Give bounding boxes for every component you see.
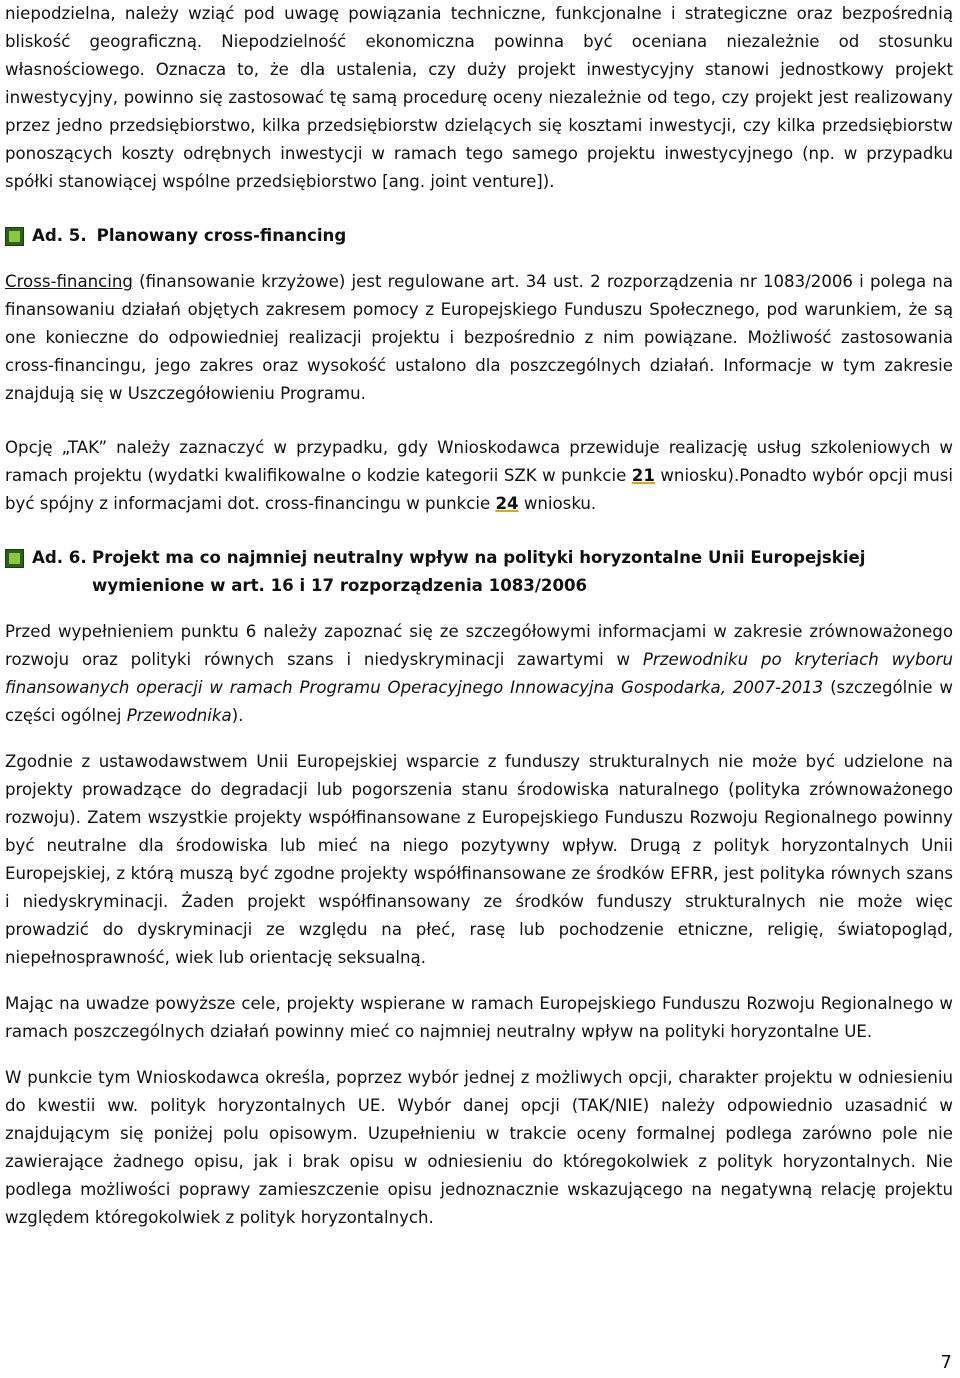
paragraph-text: wniosku. bbox=[518, 494, 597, 513]
green-square-bullet-icon bbox=[5, 549, 24, 568]
paragraph-przewodnik bbox=[5, 618, 953, 730]
paragraph-text: ). bbox=[231, 706, 244, 725]
paragraph-text: wniosku).Ponadto wybór opcji musi być spójny z informacjami dot. cross-financingu w punkcie bbox=[5, 466, 953, 513]
italic-guide-name: Przewodnika bbox=[126, 706, 232, 725]
heading-title: Projekt ma co najmniej neutralny wpływ na polityki horyzontalne Unii Europejskiej wymienione w art. 16 i 17 rozporządzenia 1083/2006 bbox=[92, 548, 866, 595]
paragraph-cross-financing bbox=[5, 268, 953, 408]
paragraph-goals: Mając na uwadze powyższe cele, projekty wspierane w ramach Europejskiego Funduszu Rozwoju Regionalnego w ramach poszczególnych działań powinny mieć co najmniej neutralny wpływ na polityki horyzontalne UE. bbox=[5, 994, 953, 1041]
heading-number: Ad. 5. bbox=[32, 226, 87, 245]
paragraph-text: (szczególnie w części ogólnej bbox=[5, 678, 953, 725]
heading-title: Planowany cross-financing bbox=[96, 226, 347, 245]
paragraph-text: Opcję „TAK” należy zaznaczyć w przypadku, gdy Wnioskodawca przewiduje realizację usług szkoleniowych w ramach projektu (wydatki kwalifikowalne o kodzie kategorii SZK w punkcie bbox=[5, 438, 953, 485]
green-square-bullet-icon bbox=[5, 227, 24, 246]
document-page bbox=[5, 0, 953, 1232]
paragraph-opcja-tak bbox=[5, 434, 953, 518]
page-number: 7 bbox=[940, 1352, 952, 1373]
term-cross-financing: Cross-financing bbox=[5, 272, 133, 291]
paragraph-joint-venture: niepodzielna, należy wziąć pod uwagę powiązania techniczne, funkcjonalne i strategiczne oraz bezpośrednią bliskość geograficzną. Niepodzielność ekonomiczna powinna być oceniana niezależnie od stosunku własnościowego. Oznacza to, że dla ustalenia, czy duży projekt inwestycyjny stanowi jednostkowy projekt inwestycyjny, powinno się zastosować tę samą procedurę oceny niezależnie od tego, czy projekt jest realizowany przez jedno przedsiębiorstwo, kilka przedsiębiorstw dzielących się kosztami inwestycji, czy kilka przedsiębiorstw ponoszących koszty odrębnych inwestycji w ramach tego samego projektu inwestycyjnego (np. w przypadku spółki stanowiącej wspólne przedsiębiorstwo [ang. joint venture]). bbox=[5, 4, 953, 191]
paragraph-text: Przed wypełnieniem punktu 6 należy zapoznać się ze szczegółowymi informacjami w zakresie zrównoważonego rozwoju oraz polityki równych szans i niedyskryminacji zawartymi w bbox=[5, 622, 953, 669]
paragraph-applicant-options: W punkcie tym Wnioskodawca określa, poprzez wybór jednej z możliwych opcji, charakter projektu w odniesieniu do kwestii ww. polityk horyzontalnych UE. Wybór danej opcji (TAK/NIE) należy odpowiednio uzasadnić w znajdującym się poniżej polu opisowym. Uzupełnieniu w trakcie oceny formalnej podlega zarówno pole nie zawierające żadnego opisu, jak i brak opisu w odniesieniu do któregokolwiek z polityk horyzontalnych. Nie podlega możliwości poprawy zamieszczenie opisu jednoznacznie wskazującego na negatywną relację projektu względem któregokolwiek z polityk horyzontalnych. bbox=[5, 1068, 953, 1227]
reference-point-21[interactable]: 21 bbox=[631, 466, 655, 485]
reference-point-24[interactable]: 24 bbox=[495, 494, 519, 513]
heading-ad-5 bbox=[5, 222, 953, 250]
heading-number: Ad. 6. bbox=[32, 548, 87, 567]
paragraph-eu-legislation: Zgodnie z ustawodawstwem Unii Europejskiej wsparcie z funduszy strukturalnych nie może być udzielone na projekty prowadzące do degradacji lub pogorszenia stanu środowiska naturalnego (polityka zrównoważonego rozwoju). Zatem wszystkie projekty współfinansowane z Europejskiego Funduszu Rozwoju Regionalnego powinny być neutralne dla środowiska lub mieć na niego pozytywny wpływ. Drugą z polityk horyzontalnych Unii Europejskiej, z którą muszą być zgodne projekty współfinansowane ze środków EFRR, jest polityka równych szans i niedyskryminacji. Żaden projekt współfinansowany ze środków funduszy strukturalnych nie może więc prowadzić do dyskryminacji ze względu na płeć, rasę lub pochodzenie etniczne, religię, światopogląd, niepełnosprawność, wiek lub orientację seksualną. bbox=[5, 752, 953, 967]
paragraph-text: (finansowanie krzyżowe) jest regulowane art. 34 ust. 2 rozporządzenia nr 1083/2006 i polega na finansowaniu działań objętych zakresem pomocy z Europejskiego Funduszu Społecznego, pod warunkiem, że są one konieczne do odpowiedniej realizacji projektu i bezpośrednio z nim powiązane. Możliwość zastosowania cross-financingu, jego zakres oraz wysokość ustalono dla poszczególnych działań. Informacje w tym zakresie znajdują się w Uszczegółowieniu Programu. bbox=[5, 272, 953, 403]
italic-guide-title: Przewodniku po kryteriach wyboru finansowanych operacji w ramach Programu Operacyjnego Innowacyjna Gospodarka, 2007-2013 bbox=[5, 650, 953, 697]
heading-ad-6 bbox=[5, 544, 953, 600]
